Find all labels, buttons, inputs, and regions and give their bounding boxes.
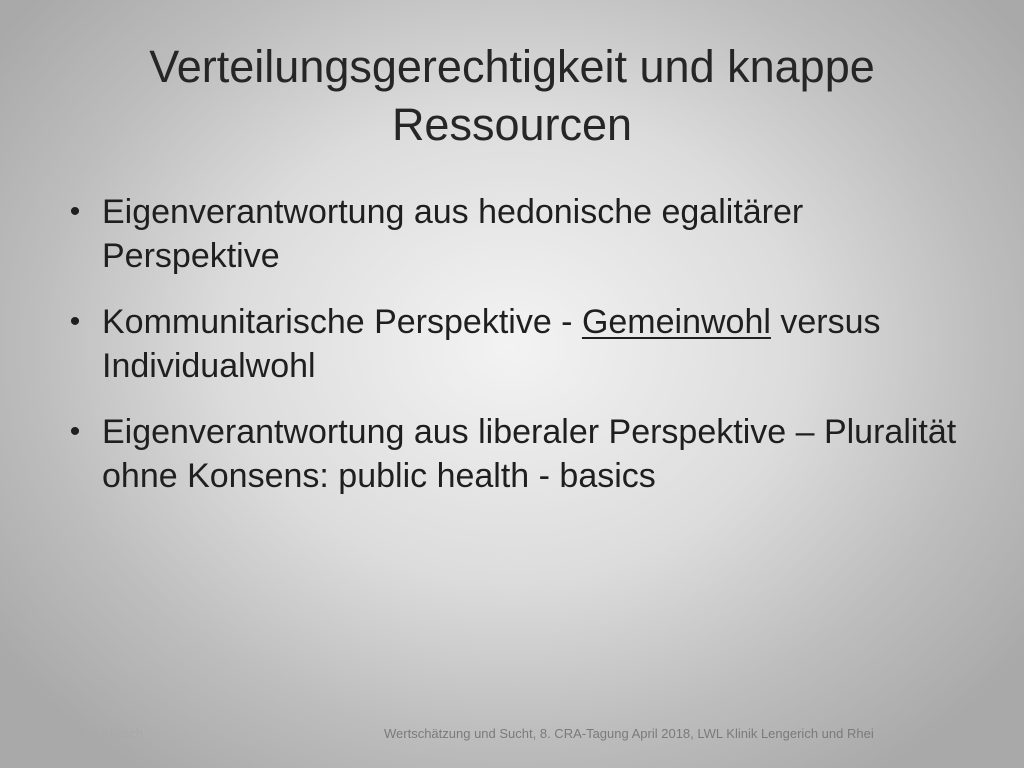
footer-event: Wertschätzung und Sucht, 8. CRA-Tagung April 2018, LWL Klinik Lengerich und Rhei — [384, 726, 874, 741]
footer-author: Stefan Kliesch — [60, 726, 144, 741]
bullet-icon: • — [69, 195, 81, 228]
slide-title: Verteilungsgerechtigkeit und knappe Ressourcen — [149, 41, 875, 150]
bullet-list — [60, 190, 960, 520]
bullet-text-after: versus Individualwohl — [102, 303, 881, 385]
bullet-item-3 — [60, 410, 960, 498]
bullet-icon: • — [69, 305, 81, 338]
bullet-item-2 — [60, 300, 960, 388]
bullet-text: Eigenverantwortung aus liberaler Perspektive – Pluralität ohne Konsens: public health - basics — [102, 413, 957, 495]
bullet-item-1 — [60, 190, 960, 278]
underlined-term: Gemeinwohl — [581, 303, 771, 341]
bullet-text-before: Kommunitarische Perspektive - — [102, 303, 582, 341]
bullet-icon: • — [69, 415, 81, 448]
bullet-text: Eigenverantwortung aus hedonische egalitärer Perspektive — [102, 193, 804, 275]
